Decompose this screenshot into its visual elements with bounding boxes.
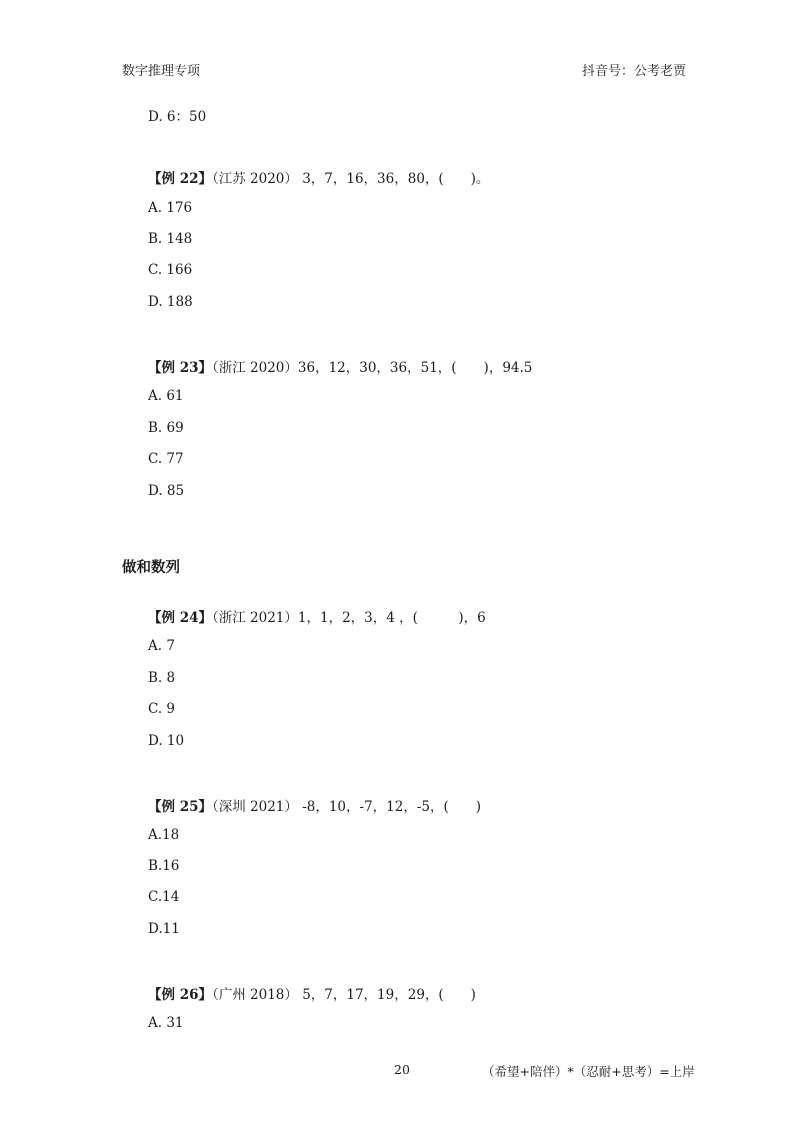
q22-option-a: A. 176 [148, 200, 193, 216]
question-26-label: 【例 26】 [148, 987, 212, 1003]
q23-option-b: B. 69 [148, 420, 184, 436]
question-22-label: 【例 22】 [148, 171, 212, 187]
q22-option-b: B. 148 [148, 231, 193, 247]
q24-option-c: C. 9 [148, 701, 176, 717]
q23-option-a: A. 61 [148, 388, 184, 404]
q25-option-d: D.11 [148, 921, 180, 937]
q24-option-a: A. 7 [148, 638, 175, 654]
q25-option-a: A.18 [148, 827, 180, 843]
footer-motto: （希望+陪伴）*（忍耐+思考）=上岸 [482, 1064, 695, 1079]
q25-option-b: B.16 [148, 858, 180, 874]
question-25-text: （深圳 2021） -8，10，-7，12，-5，( ) [212, 799, 482, 815]
q23-option-c: C. 77 [148, 451, 184, 467]
q22-option-d: D. 188 [148, 294, 193, 310]
question-25 [148, 795, 481, 815]
question-24-label: 【例 24】 [148, 610, 212, 626]
q24-option-b: B. 8 [148, 670, 176, 686]
page-number: 20 [394, 1062, 410, 1077]
question-25-label: 【例 25】 [148, 799, 212, 815]
q26-option-a: A. 31 [148, 1015, 184, 1031]
question-24-text: （浙江 2021）1，1，2，3，4 ，( )，6 [212, 610, 486, 626]
question-23-text: （浙江 2020）36，12，30，36，51，( )，94.5 [212, 360, 533, 376]
prev-option-d: D. 6：50 [148, 109, 207, 125]
question-24 [148, 606, 486, 626]
question-26 [148, 983, 476, 1003]
question-23-label: 【例 23】 [148, 360, 212, 376]
q25-option-c: C.14 [148, 889, 180, 905]
section-title: 做和数列 [122, 560, 180, 576]
q24-option-d: D. 10 [148, 733, 185, 749]
header-left-title: 数字推理专项 [122, 64, 201, 79]
header-right-account: 抖音号：公考老贾 [582, 64, 687, 79]
question-23 [148, 356, 532, 376]
question-22-text: （江苏 2020） 3，7，16，36，80，( )。 [212, 171, 490, 187]
q23-option-d: D. 85 [148, 483, 185, 499]
q22-option-c: C. 166 [148, 262, 193, 278]
question-26-text: （广州 2018） 5，7，17，19，29，( ) [212, 987, 476, 1003]
question-22 [148, 167, 489, 187]
